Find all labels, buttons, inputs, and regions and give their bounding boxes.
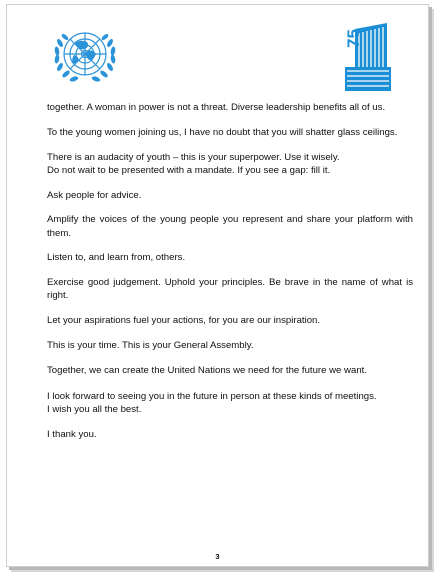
- un75-logo: [341, 19, 397, 93]
- paragraph: Amplify the voices of the young people you represent and share your platform with them.: [47, 214, 413, 239]
- page-number: 3: [215, 552, 220, 561]
- paragraph: Ask people for advice.: [47, 189, 142, 201]
- paragraph: Do not wait to be presented with a mandate. If you see a gap: fill it.: [47, 164, 331, 176]
- document-body: [47, 101, 413, 452]
- paragraph: Exercise good judgement. Uphold your principles. Be brave in the name of what is right.: [47, 277, 413, 302]
- paragraph: I wish you all the best.: [47, 403, 142, 415]
- paragraph: together. A woman in power is not a threat. Diverse leadership benefits all of us.: [47, 102, 386, 113]
- document-page: [6, 4, 429, 567]
- paragraph: I thank you.: [47, 428, 97, 440]
- un-emblem-icon: [47, 21, 123, 89]
- paragraph: Together, we can create the United Nations we need for the future we want.: [47, 364, 367, 376]
- un75-logo-text: 75: [344, 29, 363, 48]
- paragraph: Let your aspirations fuel your actions, for you are our inspiration.: [47, 315, 321, 327]
- paragraph: This is your time. This is your General Assembly.: [47, 339, 254, 351]
- paragraph: To the young women joining us, I have no doubt that you will shatter glass ceilings.: [47, 126, 398, 138]
- paragraph: I look forward to seeing you in the future in person at these kinds of meetings.: [47, 390, 377, 402]
- paragraph: There is an audacity of youth – this is your superpower. Use it wisely.: [47, 151, 340, 163]
- paragraph: Listen to, and learn from, others.: [47, 252, 186, 264]
